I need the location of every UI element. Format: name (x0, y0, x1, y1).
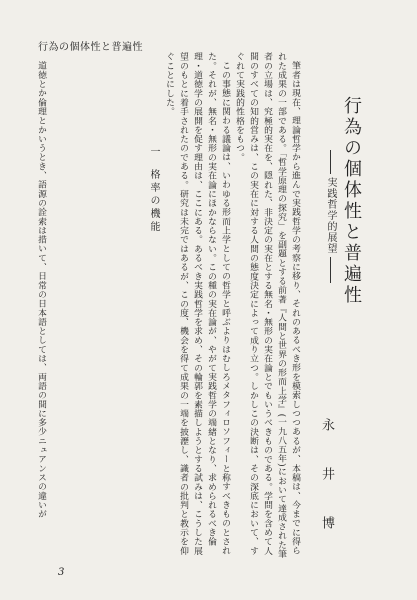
running-header: 行為の個体性と普遍性 (38, 42, 143, 53)
intro-paragraph-1: 筆者は現在、理論哲学から進んで実践哲学の考察に移り、それのあるべき形を模索しつつあるが、本稿は、今までに得られた成果の一部である。「哲学原理の探究」を副題とする前著『人間と世界の形而上学』(一九八五年)において達成された筆者の立場は、究極的実在を、隠れた、非決定の実在とする無名・無形の実在論とでもいうべきものである。学問を含めて人間のすべての知的営みは、この実在に対する人間の態度決定によって成り立つ。しかしこの決断は、その深底において、すぐれて実践的性格をもつ。 (234, 52, 300, 559)
section-body (34, 52, 48, 562)
section-paragraph-1: 道徳とか倫理とかいうとき、語源の詮索は措いて、日常の日本語としては、両語の間に多少ニュアンスの違いが (36, 60, 46, 519)
subtitle-dash-bottom (330, 257, 331, 283)
article-subtitle-block (323, 150, 338, 283)
page-number: 3 (58, 567, 65, 578)
intro-body (162, 52, 302, 562)
author-name: 永 井 博 (319, 418, 334, 546)
section-title: 格率の機能 (148, 169, 159, 234)
article-title: 行為の個体性と普遍性 (341, 96, 362, 306)
intro-paragraph-2: この事態に関わる議論は、いわゆる形而上学としての哲学と呼ぶよりはむしろメタフィロソフィーと称すべきものとされた。それが、無名・無形の実在論にほかならない。この種の実在論が、やがて実践哲学の端緒となり、求められるべき倫理・道徳学の展開を促す理由は、ここにある。あるべき実践哲学を求め、その輪郭を素描しようとする試みは、こうした展望のもとに着手されたのである。研究は未完ではあるが、この度、機会を得て成果の一端を披瀝し、識者の批判と教示を仰ぐことにした。 (164, 52, 230, 556)
subtitle-dash-top (330, 150, 331, 174)
section-heading (146, 146, 161, 234)
section-number: 一 (148, 146, 159, 159)
article-subtitle: 実践哲学的展望 (325, 177, 336, 254)
